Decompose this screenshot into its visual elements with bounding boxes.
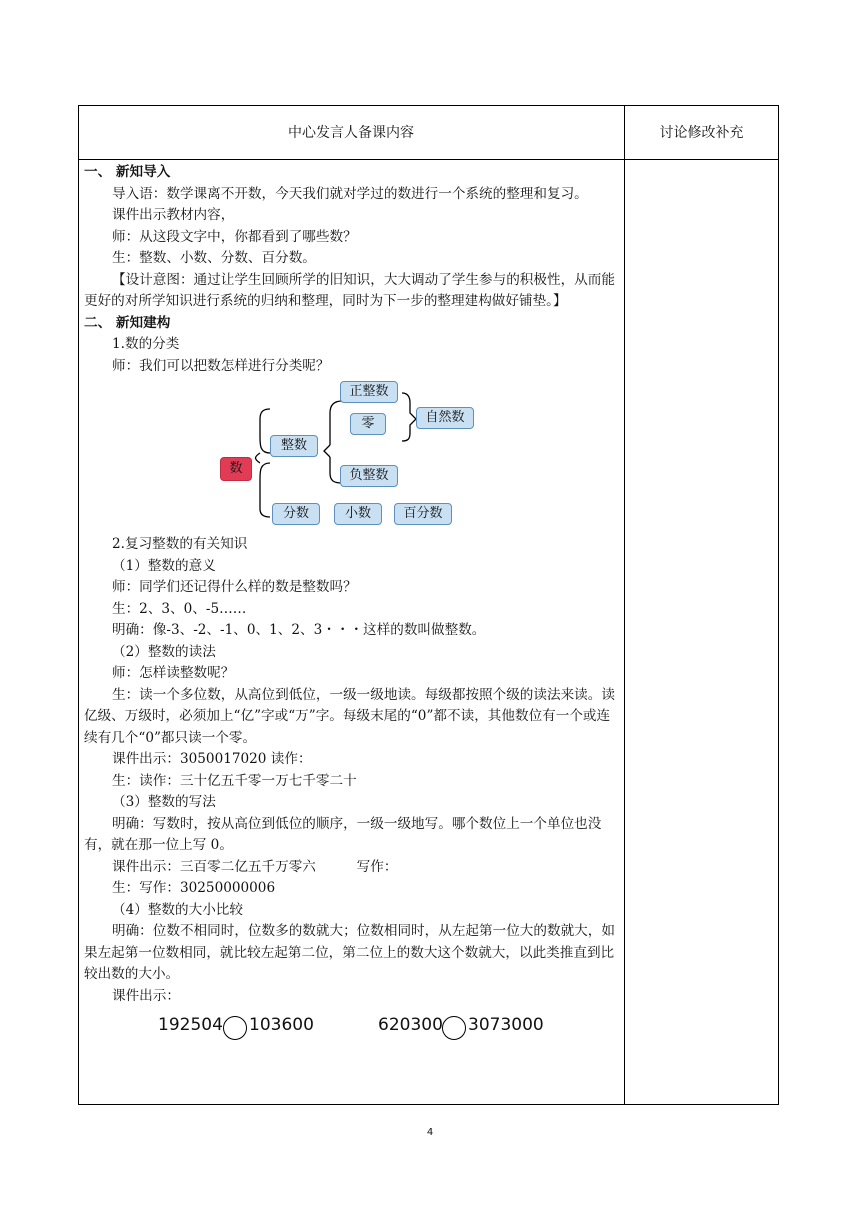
node-percent: 百分数 bbox=[394, 503, 452, 525]
student-answer: 生：2、3、0、-5…… bbox=[112, 600, 247, 617]
teacher-question: 师：我们可以把数怎样进行分类呢？ bbox=[112, 357, 330, 374]
teacher-question: 师：同学们还记得什么样的数是整数吗？ bbox=[112, 579, 357, 595]
subheading-integer-writing: （3）整数的写法 bbox=[112, 794, 216, 810]
subheading-integer-review: 2.复习整数的有关知识 bbox=[112, 536, 248, 552]
compare-right-2: 3073000 bbox=[468, 1015, 544, 1035]
lesson-content bbox=[84, 162, 620, 1043]
compare-left-2: 620300 bbox=[378, 1015, 443, 1035]
intro-line: 课件出示教材内容， bbox=[112, 207, 235, 223]
column-divider bbox=[624, 105, 625, 1105]
node-fraction: 分数 bbox=[272, 503, 320, 525]
comparison-exercise bbox=[84, 1013, 620, 1043]
clarification: 明确：位数不相同时，位数多的数就大；位数相同时，从左起第一位大的数就大，如果左起第一位数相同，就比较左起第二位，第二位上的数大这个数就大，以此类推直到比较出数的大小。 bbox=[84, 923, 615, 982]
compare-blank-circle[interactable] bbox=[223, 1016, 247, 1040]
student-answer: 生：读一个多位数，从高位到低位，一级一级地读。每级都按照个级的读法来读。读亿级、万级时，必须加上“亿”字或“万”字。每级末尾的“0”都不读，其他数位有一个或连续有几个“0”都只读一个零。 bbox=[84, 686, 615, 746]
slide-prompt: 课件出示： bbox=[112, 987, 180, 1004]
subheading-integer-compare: （4）整数的大小比较 bbox=[112, 901, 243, 918]
section-title-intro: 一、 新知导入 bbox=[84, 164, 171, 180]
number-classification-diagram bbox=[84, 379, 620, 531]
intro-line: 生：整数、小数、分数、百分数。 bbox=[112, 250, 316, 266]
subheading-classification: 1.数的分类 bbox=[112, 336, 180, 352]
intro-line: 导入语：数学课离不开数，今天我们就对学过的数进行一个系统的整理和复习。 bbox=[112, 185, 588, 202]
intro-line: 师：从这段文字中，你都看到了哪些数？ bbox=[112, 228, 357, 245]
compare-blank-circle[interactable] bbox=[442, 1016, 466, 1040]
node-positive-integer: 正整数 bbox=[340, 381, 398, 403]
section-title-build: 二、 新知建构 bbox=[84, 314, 171, 331]
design-intent: 【设计意图：通过让学生回顾所学的旧知识，大大调动了学生参与的积极性，从而能更好的对所学知识进行系统的归纳和整理，同时为下一步的整理建构做好铺垫。】 bbox=[84, 271, 615, 309]
teacher-question: 师：怎样读整数呢？ bbox=[112, 665, 235, 681]
header-divider bbox=[78, 159, 779, 160]
slide-prompt: 课件出示：3050017020 读作： bbox=[112, 751, 312, 767]
clarification: 明确：像-3、-2、-1、0、1、2、3・・・这样的数叫做整数。 bbox=[112, 622, 486, 638]
node-number: 数 bbox=[220, 457, 252, 481]
header-side: 讨论修改补充 bbox=[659, 125, 744, 141]
subheading-integer-meaning: （1）整数的意义 bbox=[112, 557, 216, 574]
node-decimal: 小数 bbox=[334, 503, 382, 525]
node-zero: 零 bbox=[350, 413, 386, 435]
page-number: 4 bbox=[426, 1127, 434, 1138]
compare-right-1: 103600 bbox=[249, 1015, 314, 1035]
compare-left-1: 192504 bbox=[158, 1015, 223, 1035]
clarification: 明确：写数时，按从高位到低位的顺序，一级一级地写。哪个数位上一个单位也没有，就在那一位上写 0。 bbox=[84, 815, 602, 853]
student-answer: 生：读作：三十亿五千零一万七千零二十 bbox=[112, 772, 357, 789]
subheading-integer-reading: （2）整数的读法 bbox=[112, 643, 216, 660]
slide-prompt: 课件出示：三百零二亿五千万零六 写作： bbox=[112, 858, 398, 875]
student-answer: 生：写作：30250000006 bbox=[112, 880, 276, 896]
node-negative-integer: 负整数 bbox=[340, 465, 398, 487]
node-integer: 整数 bbox=[270, 435, 318, 457]
header-main: 中心发言人备课内容 bbox=[288, 125, 414, 141]
node-natural-number: 自然数 bbox=[416, 407, 474, 429]
